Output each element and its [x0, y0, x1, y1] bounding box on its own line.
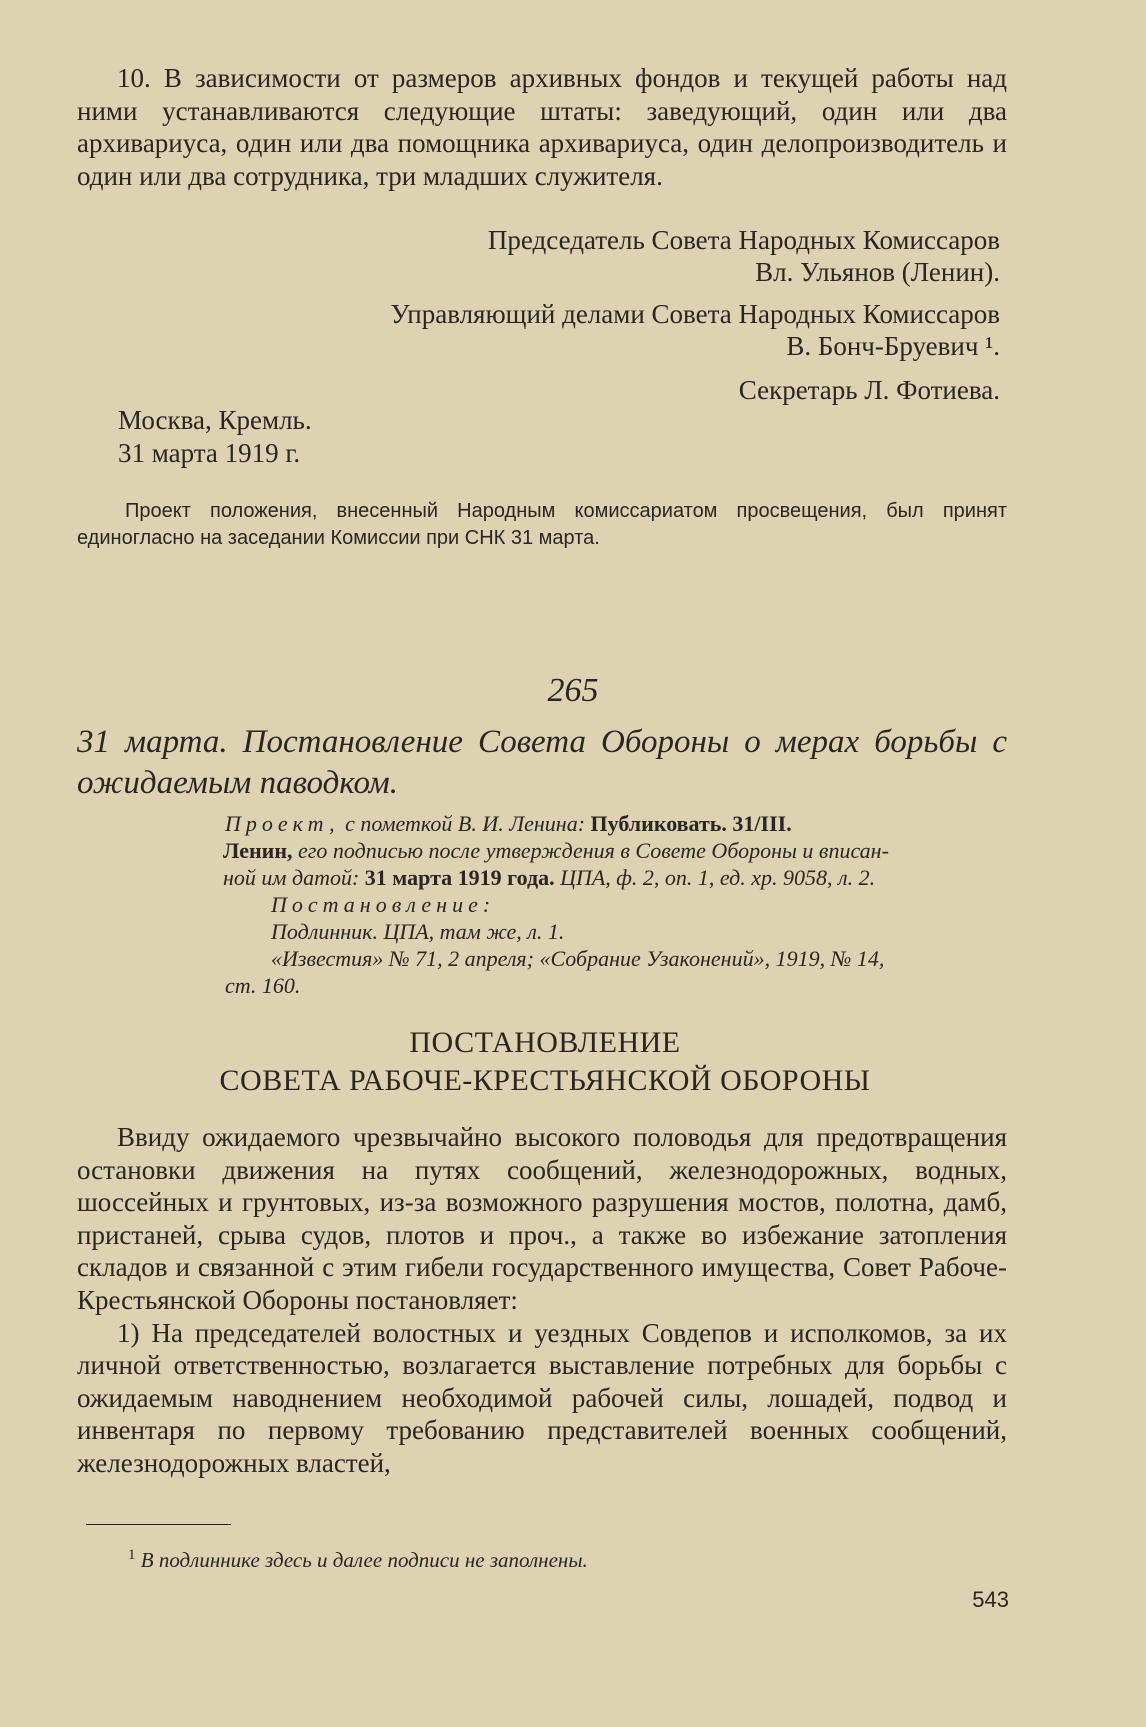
document-number: 265	[547, 672, 599, 709]
manager-name: В. Бонч-Бруевич ¹.	[786, 331, 1000, 361]
source-line-6: «Известия» № 71, 2 апреля; «Собрание Узаконений», 1919, № 14,	[271, 946, 885, 971]
editor-note-text: Проект положения, внесенный Народным комиссариатом просвещения, был принят единогласно на заседании Комиссии при СНК 31 марта.	[77, 500, 1007, 549]
footnote-divider	[86, 1524, 231, 1525]
source-line-7: ст. 160.	[225, 973, 301, 998]
footnote-mark: 1	[128, 1547, 136, 1563]
heading-line-1: ПОСТАНОВЛЕНИЕ	[409, 1026, 681, 1059]
clause-10: 10. В зависимости от размеров архивных фондов и текущей работы над ними устанавливаются следующие штаты: заведующий, один или два архивариуса, один или два помощника архивариуса, один делопроизводитель и один или два сотрудника, три младших служителя.	[77, 63, 1007, 191]
editor-note	[77, 498, 1007, 552]
chair-title: Председатель Совета Народных Комиссаров	[487, 225, 1000, 255]
chair-name: Вл. Ульянов (Ленин).	[755, 257, 1000, 287]
heading-line-2: СОВЕТА РАБОЧЕ-КРЕСТЬЯНСКОЙ ОБОРОНЫ	[219, 1064, 871, 1097]
secretary-signature: Секретарь Л. Фотиева.	[738, 375, 1000, 405]
date: 31 марта 1919 г.	[118, 438, 301, 468]
footnote-text: В подлиннике здесь и далее подписи не заполнены.	[140, 1548, 588, 1572]
page-number: 543	[972, 1587, 1009, 1612]
source-line-2: Ленин, его подписью после утверждения в Совете Обороны и вписан-	[223, 838, 889, 863]
source-line-3: ной им датой: 31 марта 1919 года. ЦПА, ф. 2, оп. 1, ед. хр. 9058, л. 2.	[223, 865, 876, 890]
sources-block	[225, 810, 1010, 999]
top-paragraph	[77, 62, 1007, 192]
document-title: 31 марта. Постановление Совета Обороны о мерах борьбы с ожидаемым паводком.	[77, 724, 1007, 801]
place: Москва, Кремль.	[118, 405, 312, 435]
source-line-4: Постановление:	[271, 892, 496, 917]
footnote	[128, 1547, 588, 1573]
source-line-5: Подлинник. ЦПА, там же, л. 1.	[271, 919, 565, 944]
manager-title: Управляющий делами Совета Народных Комиссаров	[390, 299, 1000, 329]
main-text	[77, 1121, 1007, 1480]
main-paragraph-2: 1) На председателей волостных и уездных Совдепов и исполкомов, за их личной ответственностью, возлагается выставление потребных для борьбы с ожидаемым наводнением необходимой рабочей силы, лошадей, подвод и инвентаря по первому требованию представителей военных сообщений, железнодорожных властей,	[77, 1317, 1007, 1478]
main-paragraph-1: Ввиду ожидаемого чрезвычайно высокого половодья для предотвращения остановки движения на путях сообщений, железнодорожных, водных, шоссейных и грунтовых, из-за возможного разрушения мостов, полотна, дамб, пристаней, срыва судов, плотов и проч., а также во избежание затопления складов и связанной с этим гибели государственного имущества, Совет Рабоче-Крестьянской Обороны постановляет:	[77, 1122, 1007, 1315]
source-line-1: Проект, с пометкой В. И. Ленина: Публиковать. 31/III.	[225, 811, 792, 836]
